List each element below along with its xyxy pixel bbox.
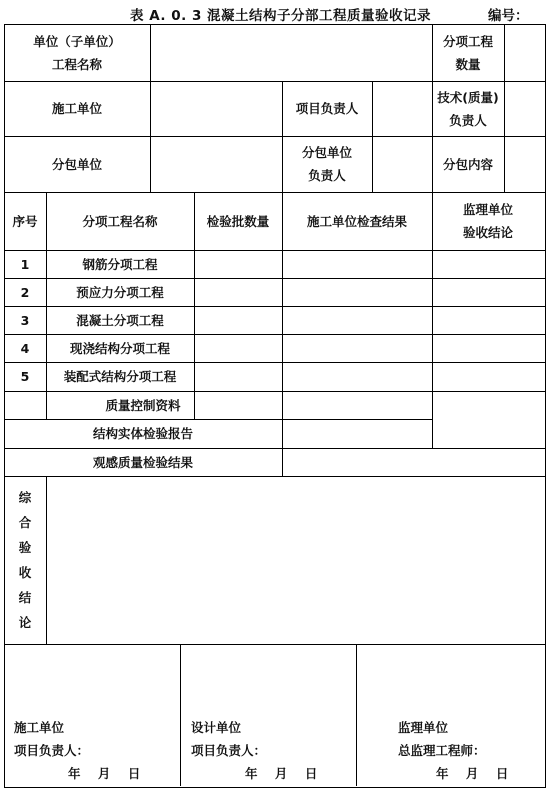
conclusion-content[interactable] xyxy=(46,476,544,644)
supervision-unit-sign-label: 监理单位 xyxy=(398,720,449,735)
form-title-bar xyxy=(0,0,550,26)
conclusion-char: 综 xyxy=(18,490,32,505)
project-name-label: 单位（子单位） 工程名称 xyxy=(33,33,121,72)
acceptance-record-form xyxy=(4,24,546,788)
conclusion-char: 验 xyxy=(18,540,32,555)
row-subitem-name: 现浇结构分项工程 xyxy=(69,340,170,356)
subcontract-unit-label: 分包单位 xyxy=(51,156,102,172)
comprehensive-conclusion-label xyxy=(4,476,46,644)
design-sign-date: 年 月 日 xyxy=(245,766,318,781)
construction-unit-value[interactable] xyxy=(150,81,282,136)
project-name-value[interactable] xyxy=(150,24,432,81)
form-number-label: 编号： xyxy=(488,8,529,24)
divider xyxy=(4,644,546,645)
structural-inspection-report-label: 结构实体检验报告 xyxy=(92,426,193,441)
subcontract-content-value[interactable] xyxy=(504,136,544,192)
design-manager-sign-label: 项目负责人： xyxy=(191,743,267,758)
conclusion-char: 论 xyxy=(18,615,32,630)
supervision-sign-date: 年 月 日 xyxy=(436,766,509,781)
subcontract-unit-value[interactable] xyxy=(150,136,282,192)
header-subitem-name: 分项工程名称 xyxy=(82,213,158,229)
project-manager-label: 项目负责人 xyxy=(295,101,359,116)
technical-manager-value[interactable] xyxy=(504,81,544,136)
subcontract-content-label: 分包内容 xyxy=(442,156,493,172)
conclusion-char: 结 xyxy=(18,590,32,605)
divider xyxy=(180,644,181,786)
row-number: 2 xyxy=(20,284,30,300)
chief-supervisor-sign-label: 总监理工程师： xyxy=(398,743,486,758)
subitem-count-value[interactable] xyxy=(504,24,544,81)
technical-manager-label: 技术(质量) 负责人 xyxy=(437,89,499,128)
subitem-count-label: 分项工程 数量 xyxy=(442,33,493,72)
header-supervision-conclusion: 监理单位 验收结论 xyxy=(462,202,513,240)
row-subitem-name: 钢筋分项工程 xyxy=(82,256,158,272)
header-construction-check: 施工单位检查结果 xyxy=(306,213,407,229)
row-number: 4 xyxy=(20,340,30,356)
row-number: 3 xyxy=(20,312,30,328)
header-serial-no: 序号 xyxy=(12,213,38,229)
row-subitem-name: 装配式结构分项工程 xyxy=(63,369,177,384)
row-subitem-name: 混凝土分项工程 xyxy=(76,312,164,328)
row-subitem-name: 预应力分项工程 xyxy=(76,284,164,300)
construction-sign-date: 年 月 日 xyxy=(68,766,141,781)
construction-manager-sign-label: 项目负责人： xyxy=(14,743,90,758)
row-number: 5 xyxy=(20,369,30,384)
appearance-quality-result-label: 观感质量检验结果 xyxy=(92,454,193,470)
construction-unit-sign-label: 施工单位 xyxy=(14,720,65,735)
subcontract-manager-label: 分包单位 负责人 xyxy=(301,145,352,183)
header-batch-count: 检验批数量 xyxy=(206,213,270,229)
construction-unit-label: 施工单位 xyxy=(51,101,102,116)
row-number: 1 xyxy=(20,256,30,272)
design-unit-sign-label: 设计单位 xyxy=(191,720,242,735)
conclusion-char: 合 xyxy=(18,515,32,530)
divider xyxy=(356,644,357,786)
quality-control-docs-label: 质量控制资料 xyxy=(105,397,181,413)
project-manager-value[interactable] xyxy=(372,81,432,136)
subcontract-manager-value[interactable] xyxy=(372,136,432,192)
conclusion-char: 收 xyxy=(18,565,32,580)
form-title: 表 A. 0. 3 混凝土结构子分部工程质量验收记录 xyxy=(130,8,432,24)
